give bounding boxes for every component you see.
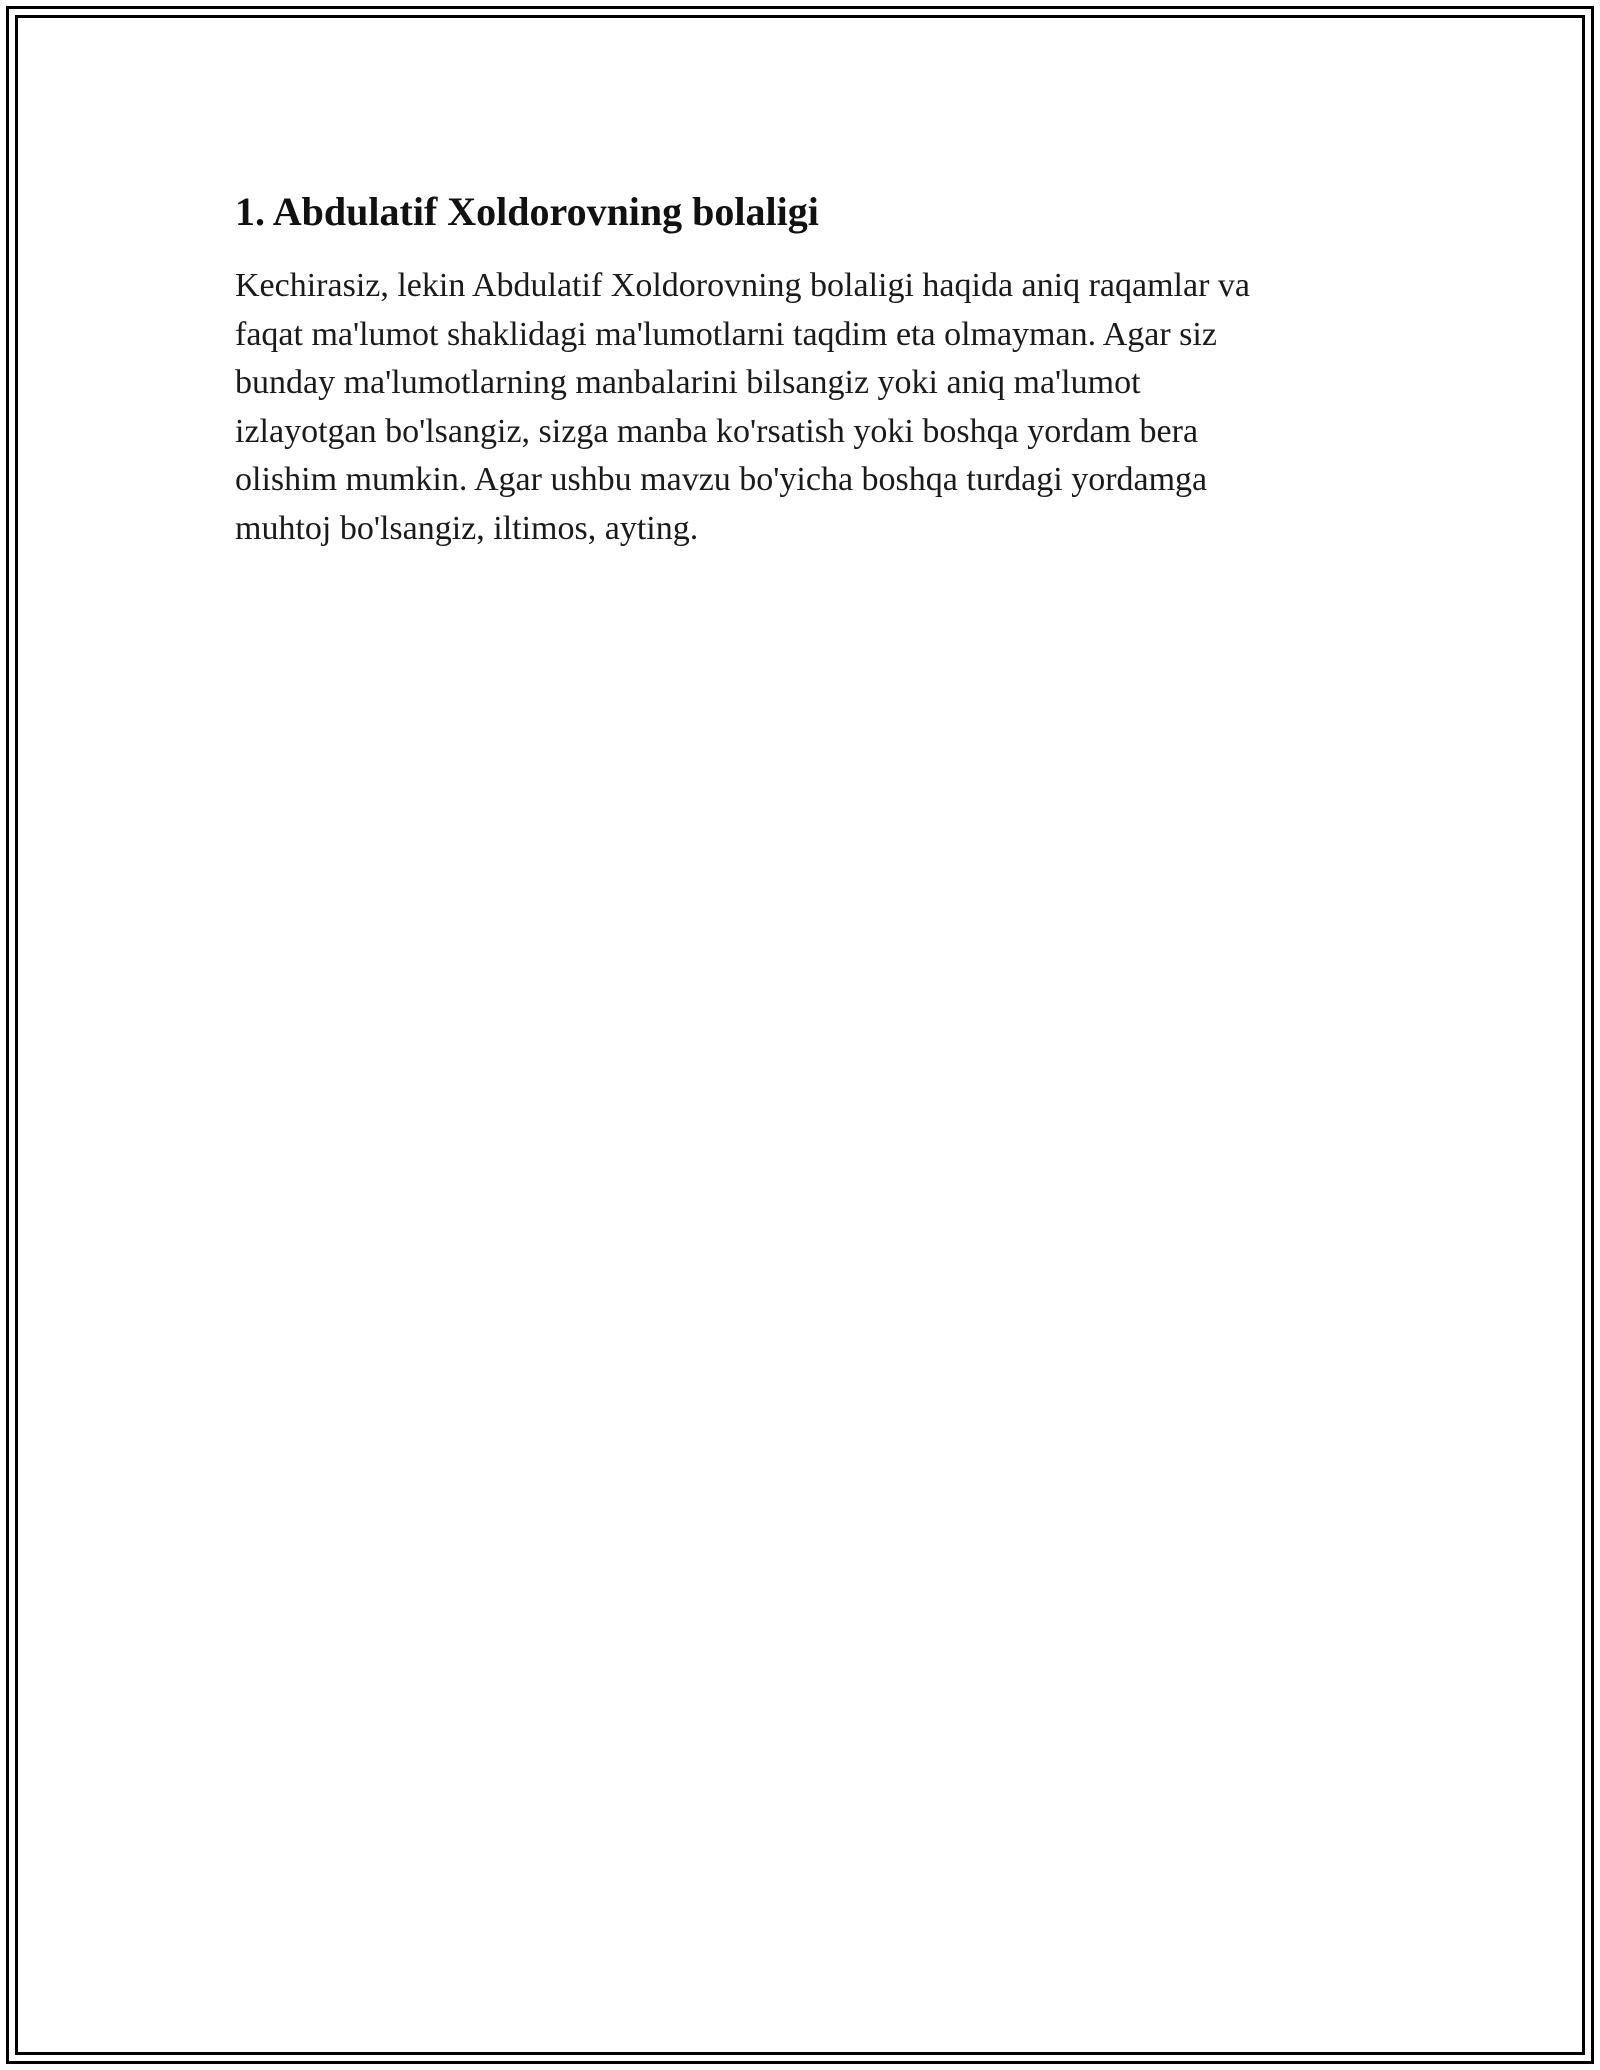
document-content <box>235 186 1365 553</box>
section-heading: 1. Abdulatif Xoldorovning bolaligi <box>235 189 819 234</box>
paragraph-line: izlayotgan bo'lsangiz, sizga manba ko'rsatish yoki boshqa yordam bera <box>235 412 1199 450</box>
paragraph-line: muhtoj bo'lsangiz, iltimos, ayting. <box>235 509 699 547</box>
paragraph-line: faqat ma'lumot shaklidagi ma'lumotlarni taqdim eta olmayman. Agar siz <box>235 315 1217 353</box>
body-paragraph <box>235 262 1365 553</box>
paragraph-line: bunday ma'lumotlarning manbalarini bilsangiz yoki aniq ma'lumot <box>235 364 1141 401</box>
paragraph-line: Kechirasiz, lekin Abdulatif Xoldorovning bolaligi haqida aniq raqamlar va <box>235 267 1250 304</box>
paragraph-line: olishim mumkin. Agar ushbu mavzu bo'yicha boshqa turdagi yordamga <box>235 461 1208 498</box>
